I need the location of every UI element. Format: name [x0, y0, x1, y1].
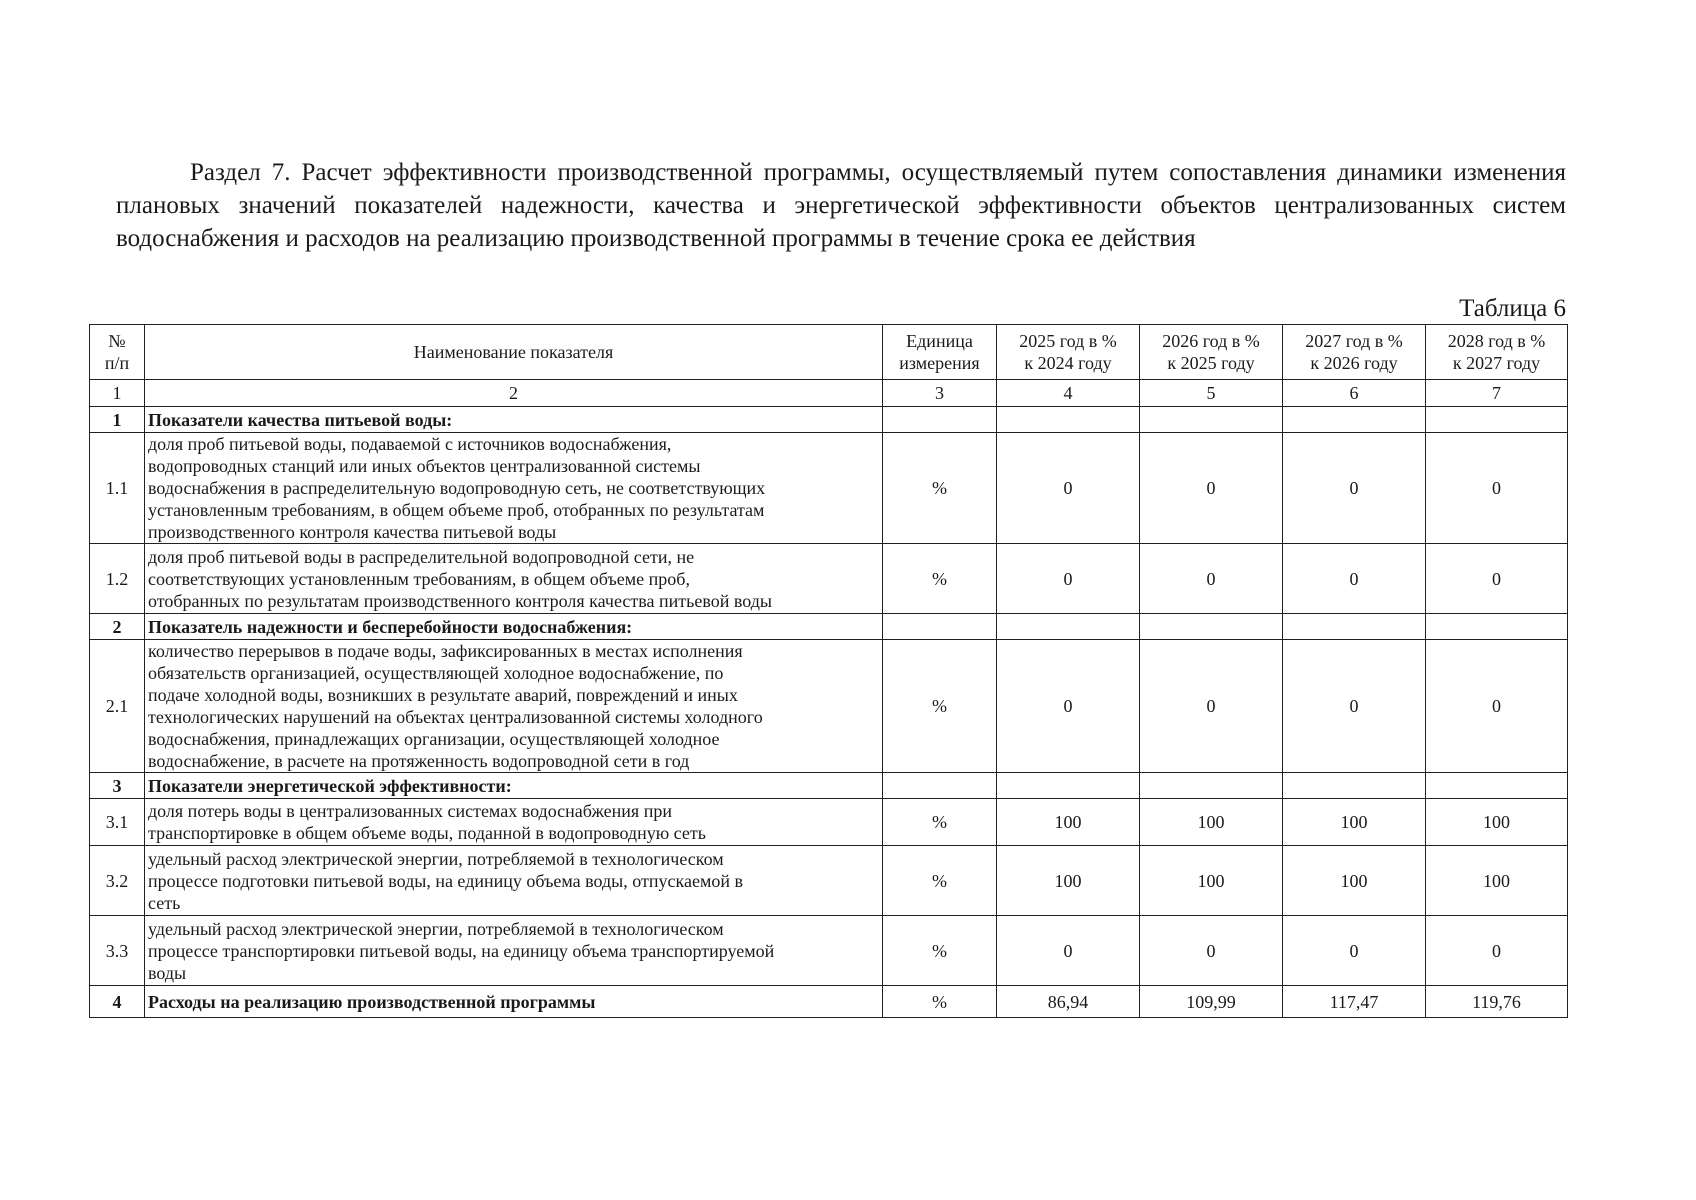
column-number: 2	[145, 380, 883, 407]
efficiency-table	[89, 324, 1568, 1018]
value-2027: 100	[1283, 799, 1426, 846]
value-2027: 0	[1283, 544, 1426, 614]
value-2028: 100	[1426, 799, 1568, 846]
indicator-name: Расходы на реализацию производственной программы	[145, 986, 883, 1018]
value-2026: 0	[1140, 433, 1283, 544]
unit-cell: %	[883, 433, 997, 544]
value-2026: 109,99	[1140, 986, 1283, 1018]
value-2026: 0	[1140, 544, 1283, 614]
row-number: 3.1	[90, 799, 145, 846]
value-2028: 119,76	[1426, 986, 1568, 1018]
value-2026: 100	[1140, 799, 1283, 846]
row-number: 2	[90, 614, 145, 640]
indicator-name: количество перерывов в подаче воды, зафиксированных в местах исполнения обязательств организацией, осуществляющей холодное водоснабжение, по подаче холодной воды, возникших в результате аварий, повреждений и иных технологических нарушений на объектах централизованной системы холодного водоснабжения, принадлежащих организации, осуществляющей холодное водоснабжение, в расчете на протяженность водопроводной сети в год	[145, 640, 883, 773]
indicator-name: удельный расход электрической энергии, потребляемой в технологическом процессе транспортировки питьевой воды, на единицу объема транспортируемой воды	[145, 916, 883, 986]
value-2026: 0	[1140, 916, 1283, 986]
section-row-energy	[90, 773, 1568, 799]
table-row	[90, 544, 1568, 614]
unit-cell: %	[883, 799, 997, 846]
column-number: 4	[997, 380, 1140, 407]
row-number: 2.1	[90, 640, 145, 773]
section-row-reliability	[90, 614, 1568, 640]
value-2028: 0	[1426, 640, 1568, 773]
value-2028: 100	[1426, 846, 1568, 916]
value-2026: 0	[1140, 640, 1283, 773]
column-number: 7	[1426, 380, 1568, 407]
column-numbers-row	[90, 380, 1568, 407]
column-number: 5	[1140, 380, 1283, 407]
row-number: 1	[90, 407, 145, 433]
table-row	[90, 916, 1568, 986]
header-2026: 2026 год в % к 2025 году	[1140, 325, 1283, 380]
indicator-name: доля потерь воды в централизованных системах водоснабжения при транспортировке в общем объеме воды, поданной в водопроводную сеть	[145, 799, 883, 846]
value-2027: 0	[1283, 916, 1426, 986]
table-caption: Таблица 6	[1459, 295, 1566, 322]
value-2027: 100	[1283, 846, 1426, 916]
column-number: 6	[1283, 380, 1426, 407]
value-2025: 100	[997, 846, 1140, 916]
column-number: 1	[90, 380, 145, 407]
column-number: 3	[883, 380, 997, 407]
unit-cell: %	[883, 640, 997, 773]
unit-cell: %	[883, 986, 997, 1018]
indicator-name: удельный расход электрической энергии, потребляемой в технологическом процессе подготовки питьевой воды, на единицу объема воды, отпускаемой в сеть	[145, 846, 883, 916]
value-2027: 117,47	[1283, 986, 1426, 1018]
value-2027: 0	[1283, 640, 1426, 773]
table-header-row	[90, 325, 1568, 380]
table-row	[90, 799, 1568, 846]
section-title: Показатели энергетической эффективности:	[145, 773, 883, 799]
header-2025: 2025 год в % к 2024 году	[997, 325, 1140, 380]
unit-cell: %	[883, 544, 997, 614]
section-title: Показатель надежности и бесперебойности водоснабжения:	[145, 614, 883, 640]
indicator-name: доля проб питьевой воды в распределительной водопроводной сети, не соответствующих установленным требованиям, в общем объеме проб, отобранных по результатам производственного контроля качества питьевой воды	[145, 544, 883, 614]
header-2028: 2028 год в % к 2027 году	[1426, 325, 1568, 380]
value-2028: 0	[1426, 433, 1568, 544]
value-2027: 0	[1283, 433, 1426, 544]
header-unit: Единица измерения	[883, 325, 997, 380]
row-number: 1.2	[90, 544, 145, 614]
header-name: Наименование показателя	[145, 325, 883, 380]
table-row-expenses	[90, 986, 1568, 1018]
section-title: Показатели качества питьевой воды:	[145, 407, 883, 433]
section-row-quality	[90, 407, 1568, 433]
row-number: 4	[90, 986, 145, 1018]
section-heading: Раздел 7. Расчет эффективности производственной программы, осуществляемый путем сопоставления динамики изменения плановых значений показателей надежности, качества и энергетической эффективности объектов централизованных систем водоснабжения и расходов на реализацию производственной программы в течение срока ее действия	[116, 159, 1566, 252]
value-2025: 0	[997, 544, 1140, 614]
value-2025: 0	[997, 433, 1140, 544]
table-row	[90, 640, 1568, 773]
row-number: 3	[90, 773, 145, 799]
row-number: 3.3	[90, 916, 145, 986]
value-2025: 100	[997, 799, 1140, 846]
row-number: 1.1	[90, 433, 145, 544]
row-number: 3.2	[90, 846, 145, 916]
header-2027: 2027 год в % к 2026 году	[1283, 325, 1426, 380]
table-row	[90, 846, 1568, 916]
value-2025: 0	[997, 916, 1140, 986]
indicator-name: доля проб питьевой воды, подаваемой с источников водоснабжения, водопроводных станций или иных объектов централизованной системы водоснабжения в распределительную водопроводную сеть, не соответствующих установленным требованиям, в общем объеме проб, отобранных по результатам производственного контроля качества питьевой воды	[145, 433, 883, 544]
unit-cell: %	[883, 916, 997, 986]
value-2026: 100	[1140, 846, 1283, 916]
table-row	[90, 433, 1568, 544]
value-2028: 0	[1426, 544, 1568, 614]
header-num: № п/п	[90, 325, 145, 380]
unit-cell: %	[883, 846, 997, 916]
value-2025: 86,94	[997, 986, 1140, 1018]
value-2025: 0	[997, 640, 1140, 773]
value-2028: 0	[1426, 916, 1568, 986]
